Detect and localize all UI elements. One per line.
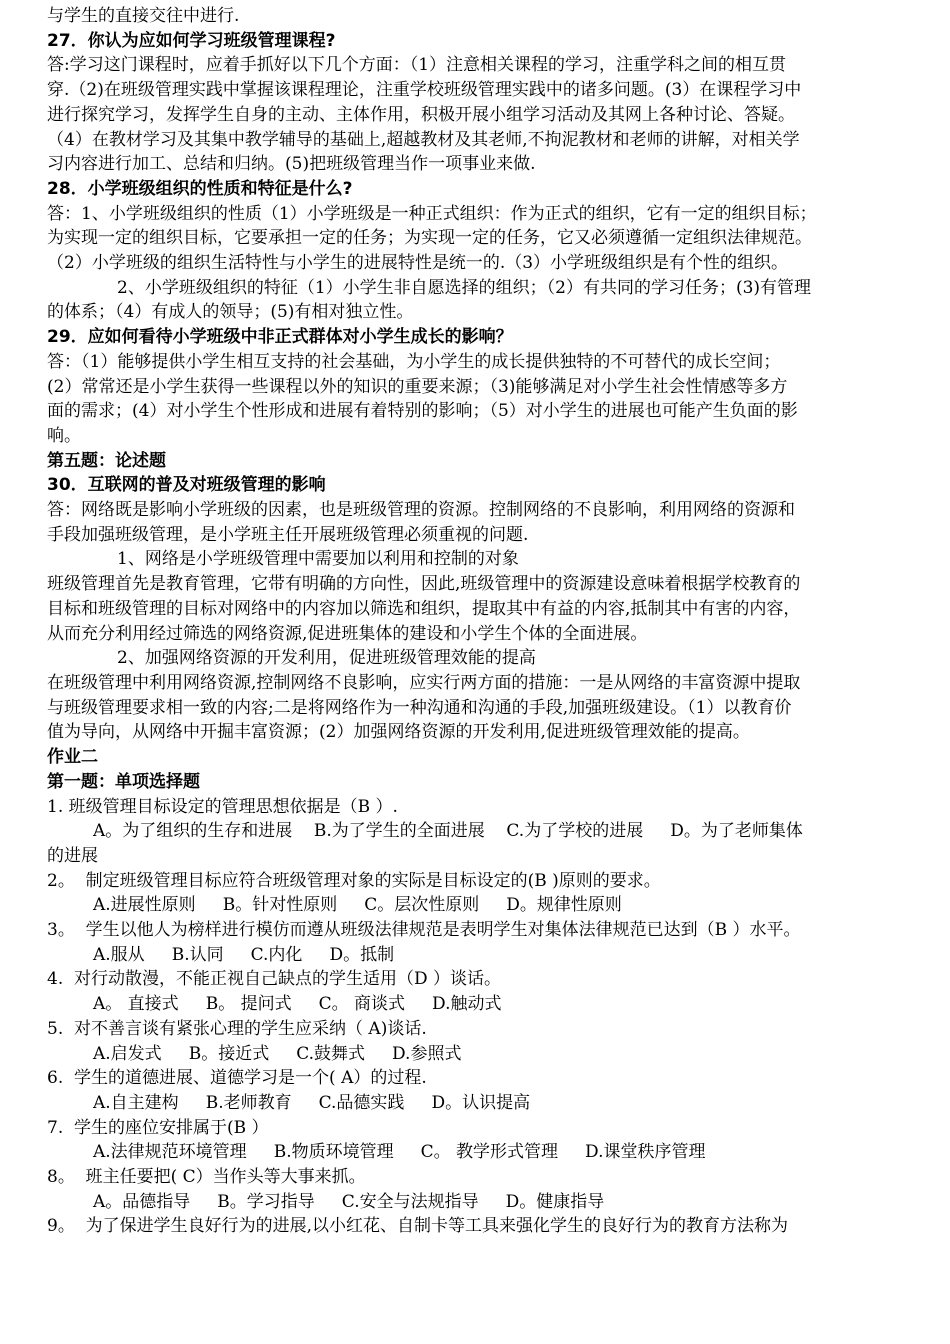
text-line: 9。 为了保进学生良好行为的进展,以小红花、自制卡等工具来强化学生的良好行为的教育方法称为 bbox=[47, 1216, 789, 1237]
heading-line: 28．小学班级组织的性质和特征是什么? bbox=[47, 178, 353, 199]
text-line: 为实现一定的组织目标，它要承担一定的任务；为实现一定的任务，它又必须遵循一定组织法律规范。 bbox=[47, 228, 812, 249]
text-line: 3。 学生以他人为榜样进行模仿而遵从班级法律规范是表明学生对集体法律规范已达到（B ）水平。 bbox=[47, 920, 801, 941]
text-line: A.进展性原则 B。针对性原则 C。层次性原则 D。规律性原则 bbox=[93, 895, 622, 916]
text-line: (2）常常还是小学生获得一些课程以外的知识的重要来源；（3)能够满足对小学生社会性情感等多方 bbox=[47, 376, 788, 397]
heading-line: 29．应如何看待小学班级中非正式群体对小学生成长的影响？ bbox=[47, 327, 513, 348]
text-line: 手段加强班级管理，是小学班主任开展班级管理必须重视的问题. bbox=[47, 524, 529, 545]
text-line: 的体系；（4）有成人的领导；(5)有相对独立性。 bbox=[47, 302, 414, 323]
text-line: 在班级管理中利用网络资源,控制网络不良影响，应实行两方面的措施：一是从网络的丰富资源中提取 bbox=[47, 672, 801, 693]
text-line: 7. 学生的座位安排属于(B ） bbox=[47, 1117, 269, 1138]
text-line: A.启发式 B。接近式 C.鼓舞式 D.参照式 bbox=[93, 1043, 462, 1064]
text-line: 2、加强网络资源的开发利用，促进班级管理效能的提高 bbox=[117, 648, 536, 669]
text-line: 6. 学生的道德进展、道德学习是一个( A）的过程. bbox=[47, 1068, 427, 1089]
heading-line: 第一题：单项选择题 bbox=[47, 771, 200, 792]
text-line: 响。 bbox=[47, 425, 81, 446]
text-line: 答：（1）能够提供小学生相互支持的社会基础，为小学生的成长提供独特的不可替代的成长空间； bbox=[47, 351, 781, 372]
text-line: A.法律规范环境管理 B.物质环境管理 C。 教学形式管理 D.课堂秩序管理 bbox=[93, 1142, 706, 1163]
text-line: 1、网络是小学班级管理中需要加以利用和控制的对象 bbox=[117, 549, 519, 570]
heading-line: 作业二 bbox=[47, 747, 98, 768]
text-line: 4. 对行动散漫，不能正视自己缺点的学生适用（D ）谈话。 bbox=[47, 969, 502, 990]
text-line: 5. 对不善言谈有紧张心理的学生应采纳（ A)谈话. bbox=[47, 1018, 427, 1039]
text-line: 进行探究学习，发挥学生自身的主动、主体作用，积极开展小组学习活动及其网上各种讨论、答疑。 bbox=[47, 104, 795, 125]
text-line: 面的需求；(4）对小学生个性形成和进展有着特别的影响；（5）对小学生的进展也可能产生负面的影 bbox=[47, 401, 798, 422]
text-line: 答:学习这门课程时，应着手抓好以下几个方面：（1）注意相关课程的学习，注重学科之间的相互贯 bbox=[47, 55, 787, 76]
heading-line: 27．你认为应如何学习班级管理课程? bbox=[47, 30, 336, 51]
text-line: 答：网络既是影响小学班级的因素，也是班级管理的资源。控制网络的不良影响，利用网络的资源和 bbox=[47, 500, 795, 521]
text-line: A。品德指导 B。学习指导 C.安全与法规指导 D。健康指导 bbox=[93, 1191, 605, 1212]
text-line: 班级管理首先是教育管理，它带有明确的方向性，因此,班级管理中的资源建设意味着根据学校教育的 bbox=[47, 574, 801, 595]
heading-line: 第五题：论述题 bbox=[47, 450, 166, 471]
text-line: A。 直接式 B。 提问式 C。 商谈式 D.触动式 bbox=[93, 994, 502, 1015]
text-line: 8。 班主任要把( C）当作头等大事来抓。 bbox=[47, 1167, 366, 1188]
heading-line: 30．互联网的普及对班级管理的影响 bbox=[47, 475, 326, 496]
text-line: 值为导向，从网络中开掘丰富资源；(2）加强网络资源的开发利用,促进班级管理效能的提高。 bbox=[47, 722, 750, 743]
text-line: 2、小学班级组织的特征（1）小学生非自愿选择的组织；（2）有共同的学习任务；(3)有管理 bbox=[117, 277, 812, 298]
text-line: 与学生的直接交往中进行. bbox=[47, 6, 240, 26]
text-line: 的进展 bbox=[47, 845, 98, 866]
text-line: 穿.（2)在班级管理实践中掌握该课程理论，注重学校班级管理实践中的诸多问题。(3）在课程学习中 bbox=[47, 80, 802, 101]
text-line: 与班级管理要求相一致的内容;二是将网络作为一种沟通和沟通的手段,加强班级建设。（1）以教育价 bbox=[47, 697, 792, 718]
text-line: A.自主建构 B.老师教育 C.品德实践 D。认识提高 bbox=[93, 1092, 531, 1113]
text-line: 习内容进行加工、总结和归纳。(5)把班级管理当作一项事业来做. bbox=[47, 154, 536, 175]
text-line: A。为了组织的生存和进展 B.为了学生的全面进展 C.为了学校的进展 D。为了老师集体 bbox=[93, 821, 803, 842]
document-page bbox=[47, 4, 907, 1239]
text-line: 目标和班级管理的目标对网络中的内容加以筛选和组织，提取其中有益的内容,抵制其中有害的内容， bbox=[47, 598, 801, 619]
text-line: A.服从 B.认同 C.内化 D。抵制 bbox=[93, 944, 395, 965]
text-line: 1. 班级管理目标设定的管理思想依据是（B ）. bbox=[47, 796, 398, 817]
text-line: 从而充分利用经过筛选的网络资源,促进班集体的建设和小学生个体的全面进展。 bbox=[47, 623, 648, 644]
text-line: 答：1、小学班级组织的性质（1）小学班级是一种正式组织：作为正式的组织，它有一定的组织目标； bbox=[47, 203, 817, 224]
text-line: （2）小学班级的组织生活特性与小学生的进展特性是统一的.（3）小学班级组织是有个性的组织。 bbox=[47, 253, 789, 274]
text-line: 2。 制定班级管理目标应符合班级管理对象的实际是目标设定的(B )原则的要求。 bbox=[47, 870, 661, 891]
text-line: （4）在教材学习及其集中教学辅导的基础上,超越教材及其老师,不拘泥教材和老师的讲解，对相关学 bbox=[47, 129, 800, 150]
